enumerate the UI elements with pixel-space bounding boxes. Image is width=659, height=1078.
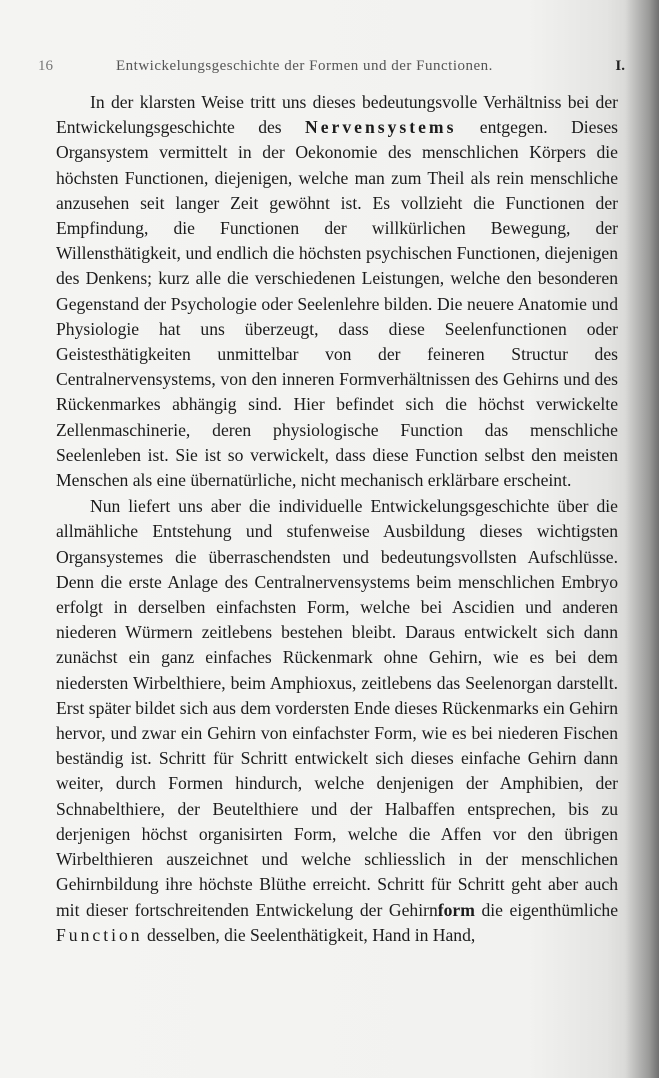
text-run: desselben, die Seelenthätigkeit, Hand in Hand,: [142, 924, 476, 945]
page-number: 16: [38, 58, 53, 74]
emphasized-term: form: [437, 899, 475, 920]
paragraph: [56, 494, 618, 948]
chapter-number: I.: [615, 58, 625, 74]
text-run: In der klarsten Weise tritt uns dieses bedeutungsvolle Verhältniss bei der Entwickelungsgeschichte des: [56, 92, 618, 138]
running-title: Entwickelungsgeschichte der Formen und der Functionen.: [116, 58, 493, 74]
text-run: entgegen. Dieses Organsystem vermittelt in der Oekonomie des menschlichen Körpers die höchsten Functionen, diejenigen, welche man zum Theil als rein menschliche anzusehen seit langer Zeit gewöhnt ist. Es vollzieht die Functionen der Empfindung, die Functionen der willkürlichen Bewegung, der Willensthätigkeit, und endlich die höchsten psychischen Functionen, diejenigen des Denkens; kurz alle die verschiedenen Leistungen, welche den besonderen Gegenstand der Psychologie oder Seelenlehre bilden. Die neuere Anatomie und Physiologie hat uns überzeugt, dass diese Seelenfunctionen oder Geistesthätigkeiten unmittelbar von der feineren Structur des Centralnervensystems, von den inneren Formverhältnissen des Gehirns und des Rückenmarkes abhängig sind. Hier befindet sich die höchst verwickelte Zellenmaschinerie, deren physiologische Function das menschliche Seelenleben ist. Sie ist so verwickelt, dass diese Function selbst den meisten Menschen als eine übernatürliche, nicht mechanisch erklärbare erscheint.: [56, 117, 618, 491]
emphasized-term: Nervensystems: [305, 117, 457, 138]
emphasized-term: Function: [56, 924, 143, 945]
page-edge-shadow: [625, 0, 659, 1078]
text-run: Nun liefert uns aber die individuelle Entwickelungsgeschichte über die allmähliche Entstehung und stufenweise Ausbildung dieses wichtigsten Organsystemes die überraschendsten und bedeutungsvollsten Aufschlüsse. Denn die erste Anlage des Centralnervensystems beim menschlichen Embryo erfolgt in derselben einfachsten Form, welche bei Ascidien und anderen niederen Würmern zeitlebens bestehen bleibt. Daraus entwickelt sich dann zunächst ein ganz einfaches Rückenmark ohne Gehirn, wie es bei dem niedersten Wirbelthiere, beim Amphioxus, zeitlebens das Seelenorgan darstellt. Erst später bildet sich aus dem vordersten Ende dieses Rückenmarks ein Gehirn hervor, und zwar ein Gehirn von einfachster Form, wie es bei niederen Fischen beständig ist. Schritt für Schritt entwickelt sich dieses einfache Gehirn dann weiter, durch Formen hindurch, welche denjenigen der Amphibien, der Schnabelthiere, der Beutelthiere und der Halbaffen entsprechen, bis zu derjenigen höchst organisirten Form, welche die Affen vor den übrigen Wirbelthieren auszeichnet und welche schliesslich in der menschlichen Gehirnbildung ihre höchste Blüthe erreicht. Schritt für Schritt geht aber auch mit dieser fortschreitenden Entwickelung der Gehirn: [56, 496, 618, 920]
page-header: [38, 58, 625, 82]
body-text: [56, 90, 618, 948]
paragraph: [56, 90, 618, 493]
text-run: die eigenthümliche: [474, 899, 618, 920]
